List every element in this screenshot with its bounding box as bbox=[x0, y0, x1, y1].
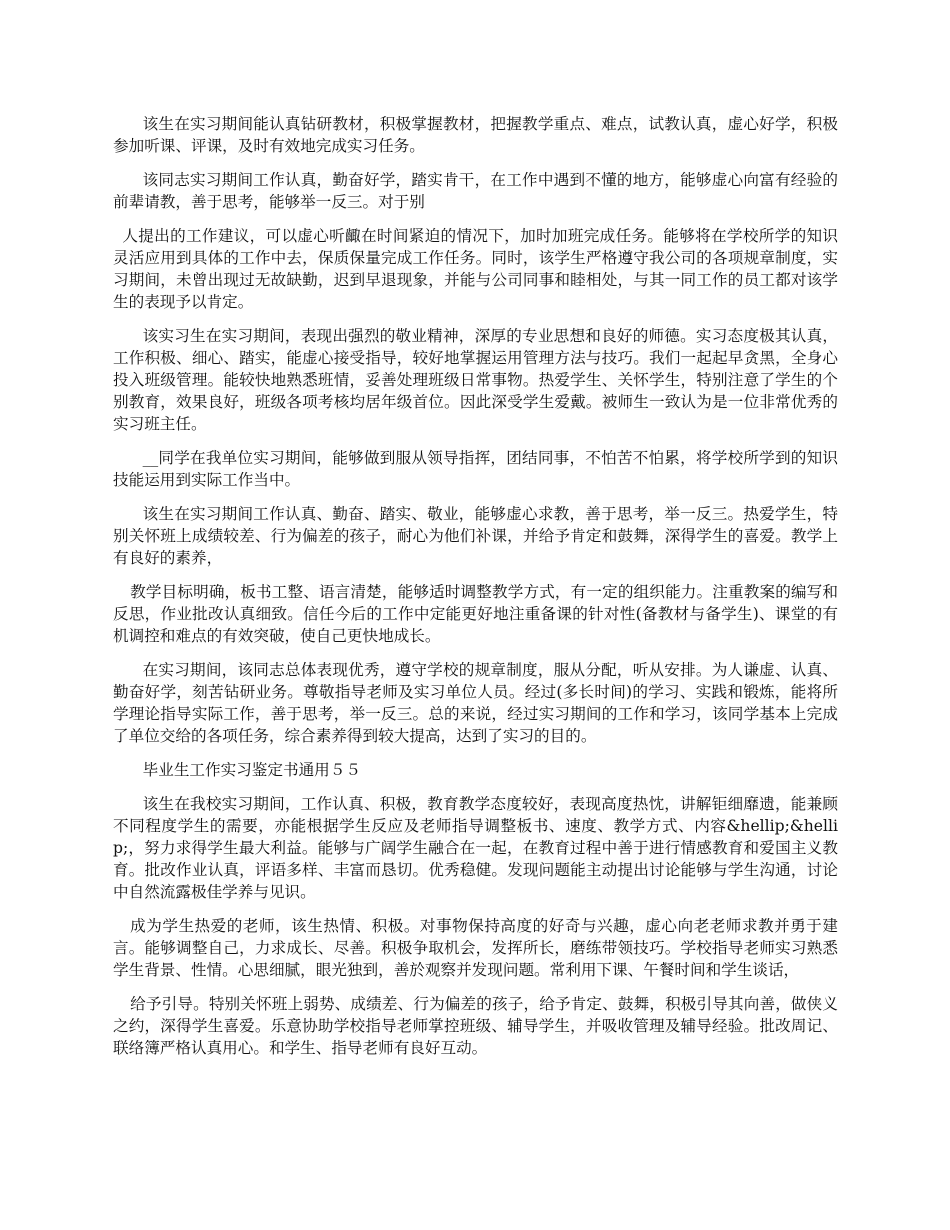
paragraph-1: 该生在实习期间能认真钻研教材，积极掌握教材，把握教学重点、难点，试教认真，虚心好学，积极参加听课、评课，及时有效地完成实习任务。 bbox=[113, 115, 838, 155]
paragraph-9: 该生在我校实习期间，工作认真、积极，教育教学态度较好，表现高度热忱，讲解钜细靡遗，能兼顾不同程度学生的需要，亦能根据学生反应及老师指导调整板书、速度、教学方式、内容&hellip;&hellip;，努力求得学生最大利益。能够与广阔学生融合在一起，在教育过程中善于进行情感教育和爱国主义教育。批改作业认真，评语多样、丰富而恳切。优秀稳健。发现问题能主动提出讨论能够与学生沟通，讨论中自然流露极佳学养与见识。 bbox=[113, 795, 838, 901]
paragraph-6: 该生在实习期间工作认真、勤奋、踏实、敬业，能够虚心求教，善于思考，举一反三。热爱学生，特别关怀班上成绩较差、行为偏差的孩子，耐心为他们补课，并给予肯定和鼓舞，深得学生的喜爱。教学上有良好的素养， bbox=[113, 505, 838, 567]
paragraph-3: 人提出的工作建议，可以虚心听齱在时间紧迫的情况下，加时加班完成任务。能够将在学校所学的知识灵活应用到具体的工作中去，保质保量完成工作任务。同时，该学生严格遵守我公司的各项规章制度，实习期间，未曾出现过无故缺勤，迟到早退现象，并能与公司同事和睦相处，与其一同工作的员工都对该学生的表现予以肯定。 bbox=[113, 227, 838, 311]
paragraph-4: 该实习生在实习期间，表现出强烈的敬业精神，深厚的专业思想和良好的师德。实习态度极其认真，工作积极、细心、踏实，能虚心接受指导，较好地掌握运用管理方法与技巧。我们一起起早贪黑，全身心投入班级管理。能较快地熟悉班情，妥善处理班级日常事物。热爱学生、关怀学生，特别注意了学生的个别教育，效果良好，班级各项考核均居年级首位。因此深受学生爱戴。被师生一致认为是一位非常优秀的实习班主任。 bbox=[113, 327, 838, 433]
paragraph-7: 教学目标明确，板书工整、语言清楚，能够适时调整教学方式，有一定的组织能力。注重教案的编写和反思，作业批改认真细致。信任今后的工作中定能更好地注重备课的针对性(备教材与备学生)、课堂的有机调控和难点的有效突破，使自己更快地成长。 bbox=[113, 583, 838, 645]
paragraph-10: 成为学生热爱的老师，该生热情、积极。对事物保持高度的好奇与兴趣，虚心向老老师求教并勇于建言。能够调整自己，力求成长、尽善。积极争取机会，发挥所长，磨练带领技巧。学校指导老师实习熟悉学生背景、性情。心思细腻，眼光独到，善於观察并发现问题。常利用下课、午餐时间和学生谈话， bbox=[113, 917, 838, 979]
paragraph-8: 在实习期间，该同志总体表现优秀，遵守学校的规章制度，服从分配，听从安排。为人谦虚、认真、勤奋好学，刻苦钻研业务。尊敬指导老师及实习单位人员。经过(多长时间)的学习、实践和锻炼，能将所学理论指导实际工作，善于思考，举一反三。总的来说，经过实习期间的工作和学习，该同学基本上完成了单位交给的各项任务，综合素养得到较大提高，达到了实习的目的。 bbox=[113, 661, 838, 745]
paragraph-5: __同学在我单位实习期间，能够做到服从领导指挥，团结同事，不怕苦不怕累，将学校所学到的知识技能运用到实际工作当中。 bbox=[113, 449, 838, 489]
document-page bbox=[113, 113, 838, 1071]
paragraph-2: 该同志实习期间工作认真，勤奋好学，踏实肯干，在工作中遇到不懂的地方，能够虚心向富有经验的前辈请教，善于思考，能够举一反三。对于别 bbox=[113, 171, 838, 211]
section-heading: 毕业生工作实习鉴定书通用５５ bbox=[142, 761, 361, 779]
paragraph-11: 给予引导。特别关怀班上弱势、成绩差、行为偏差的孩子，给予肯定、鼓舞，积极引导其向善，做侠义之约，深得学生喜爱。乐意协助学校指导老师掌控班级、辅导学生，并吸收管理及辅导经验。批改周记、联络簿严格认真用心。和学生、指导老师有良好互动。 bbox=[113, 995, 838, 1057]
